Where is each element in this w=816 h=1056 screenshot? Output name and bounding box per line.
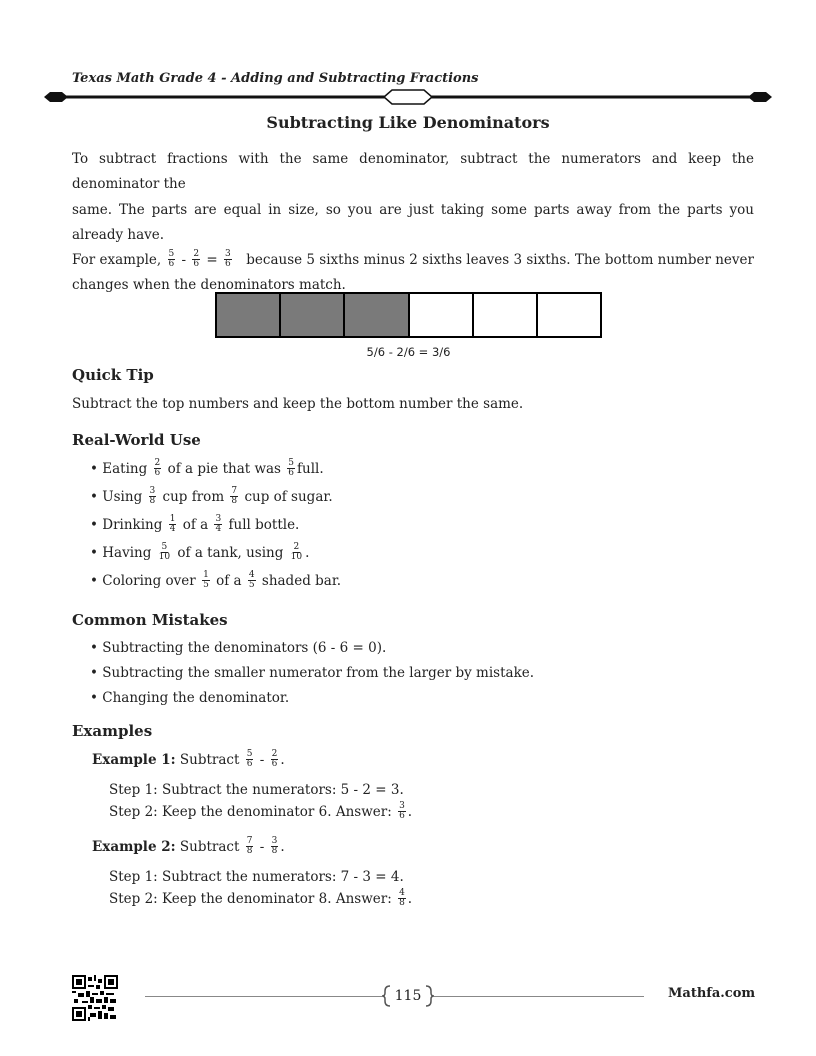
example-2-step-2: Step 2: Keep the denominator 8. Answer: $\frac{4}{8}$ . bbox=[109, 888, 413, 908]
list-item: • Subtracting the denominators (6 - 6 = 0). bbox=[90, 640, 387, 656]
fraction: $\frac{3}{8}$ bbox=[149, 486, 156, 506]
fraction: $\frac{4}{5}$ bbox=[248, 570, 255, 590]
fraction: $\frac{7}{8}$ bbox=[231, 486, 238, 506]
fraction: $\frac{3}{6}$ bbox=[225, 249, 231, 270]
fraction: $\frac{5}{6}$ bbox=[168, 249, 175, 270]
bar-part-shaded bbox=[281, 294, 345, 336]
list-item: • Using $\frac{3}{8}$ cup from $\frac{7}{8}$ cup of sugar. bbox=[90, 486, 333, 506]
list-item: • Having $\frac{5}{10}$ of a tank, using $\frac{2}{10}$ . bbox=[90, 542, 310, 562]
model-caption: 5/6 - 2/6 = 3/6 bbox=[366, 345, 451, 359]
example-2-title: Example 2: Subtract $\frac{7}{8}$ - $\frac{3}{8}$ . bbox=[92, 836, 285, 856]
bar-part-shaded bbox=[217, 294, 281, 336]
fraction-bar-model bbox=[215, 292, 602, 338]
example-1-step-1: Step 1: Subtract the numerators: 5 - 2 = 3. bbox=[109, 782, 404, 798]
fraction: $\frac{2}{6}$ bbox=[154, 458, 161, 478]
bar-part-shaded bbox=[345, 294, 409, 336]
brand-name: Mathfa.com bbox=[668, 986, 756, 1001]
intro-paragraph bbox=[72, 147, 754, 299]
page-number: 115 bbox=[394, 988, 422, 1004]
intro-line: same. The parts are equal in size, so you are just taking some parts away from the parts you already have. bbox=[72, 201, 754, 243]
list-item: • Drinking $\frac{1}{4}$ of a $\frac{3}{4}$ full bottle. bbox=[90, 514, 300, 534]
list-item: • Changing the denominator. bbox=[90, 690, 290, 706]
example-prefix: For example, bbox=[72, 252, 162, 269]
fraction: $\frac{5}{10}$ bbox=[158, 542, 171, 562]
list-item: • Eating $\frac{2}{6}$ of a pie that was $\frac{5}{6}$ full. bbox=[90, 458, 324, 478]
example-2-step-1: Step 1: Subtract the numerators: 7 - 3 = 4. bbox=[109, 869, 404, 885]
example-1-title: Example 1: Subtract $\frac{5}{6}$ - $\frac{2}{6}$ . bbox=[92, 749, 285, 769]
bar-part-empty bbox=[538, 294, 600, 336]
common-mistakes-heading: Common Mistakes bbox=[72, 611, 228, 629]
fraction: $\frac{2}{6}$ bbox=[193, 249, 200, 270]
fraction: $\frac{2}{6}$ bbox=[271, 749, 278, 769]
quick-tip-heading: Quick Tip bbox=[72, 366, 154, 384]
page-title: Subtracting Like Denominators bbox=[266, 113, 550, 132]
fraction: $\frac{7}{8}$ bbox=[246, 836, 253, 856]
intro-line: changes when the denominators match. bbox=[72, 277, 346, 294]
list-item: • Subtracting the smaller numerator from the larger by mistake. bbox=[90, 665, 535, 681]
fraction: $\frac{2}{10}$ bbox=[290, 542, 303, 562]
fraction: $\frac{3}{6}$ bbox=[399, 801, 405, 821]
example-suffix: because 5 sixths minus 2 sixths leaves 3 sixths. The bottom number never bbox=[246, 252, 754, 269]
intro-line: To subtract fractions with the same denominator, subtract the numerators and keep the denominator the bbox=[72, 151, 754, 193]
intro-example-line: For example, $\frac{5}{6}$ - $\frac{2}{6}$ = $\frac{3}{6}$ because 5 sixths minus 2 sixths leaves 3 sixths. The bottom number never bbox=[72, 248, 754, 273]
footer-divider-left bbox=[145, 996, 382, 997]
examples-heading: Examples bbox=[72, 722, 153, 740]
fraction: $\frac{3}{8}$ bbox=[271, 836, 278, 856]
fraction: $\frac{1}{5}$ bbox=[203, 570, 209, 590]
fraction: $\frac{3}{4}$ bbox=[215, 514, 222, 534]
fraction: $\frac{1}{4}$ bbox=[169, 514, 176, 534]
footer-divider-right bbox=[434, 996, 644, 997]
quick-tip-text: Subtract the top numbers and keep the bottom number the same. bbox=[72, 396, 524, 412]
qr-code-icon bbox=[72, 975, 118, 1021]
fraction: $\frac{5}{6}$ bbox=[288, 458, 295, 478]
bar-part-empty bbox=[410, 294, 474, 336]
list-item: • Coloring over $\frac{1}{5}$ of a $\frac{4}{5}$ shaded bar. bbox=[90, 570, 342, 590]
header-divider bbox=[44, 85, 772, 109]
real-world-heading: Real-World Use bbox=[72, 431, 201, 449]
example-1-step-2: Step 2: Keep the denominator 6. Answer: $\frac{3}{6}$ . bbox=[109, 801, 413, 821]
header-title: Texas Math Grade 4 - Adding and Subtracting Fractions bbox=[72, 71, 479, 86]
fraction: $\frac{5}{6}$ bbox=[246, 749, 253, 769]
fraction: $\frac{4}{8}$ bbox=[399, 888, 405, 908]
bar-part-empty bbox=[474, 294, 538, 336]
